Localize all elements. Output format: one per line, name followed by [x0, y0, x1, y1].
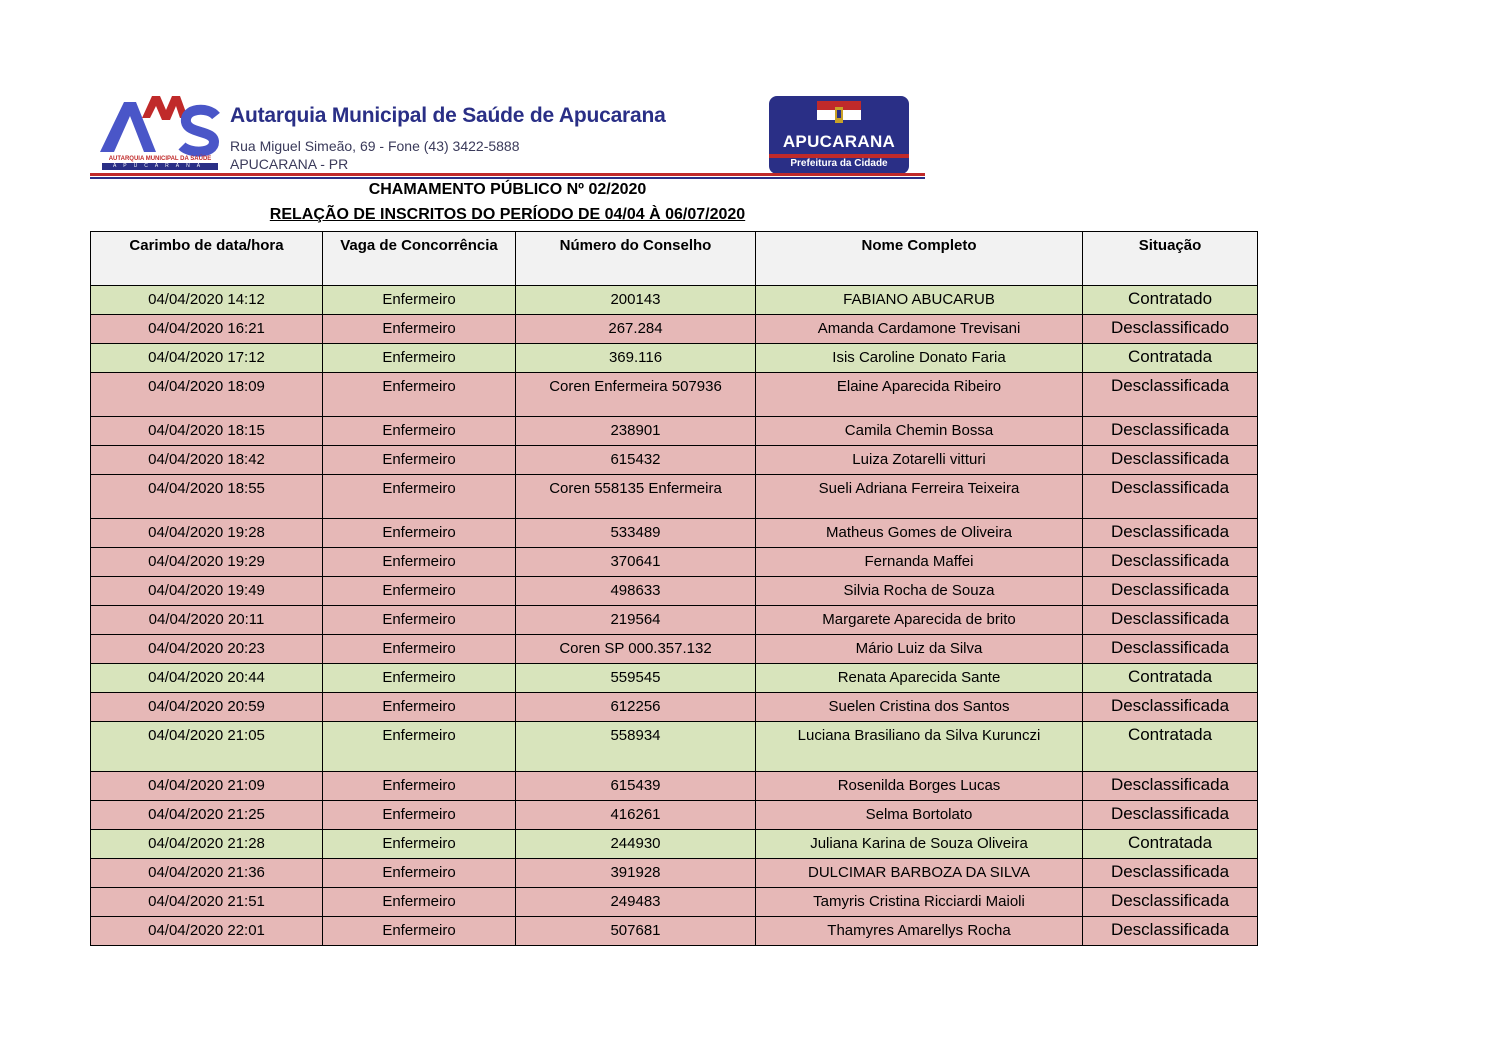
cell-vaga: Enfermeiro [323, 417, 516, 446]
cell-nome: Juliana Karina de Souza Oliveira [756, 830, 1083, 859]
cell-timestamp: 04/04/2020 18:55 [91, 475, 323, 519]
cell-conselho: 416261 [516, 801, 756, 830]
cell-timestamp: 04/04/2020 21:05 [91, 722, 323, 772]
cell-vaga: Enfermeiro [323, 859, 516, 888]
org-address: Rua Miguel Simeão, 69 - Fone (43) 3422-5888 [230, 138, 520, 154]
cell-situacao: Desclassificada [1083, 417, 1258, 446]
table-row [91, 475, 1258, 519]
cell-conselho: 238901 [516, 417, 756, 446]
cell-nome: Sueli Adriana Ferreira Teixeira [756, 475, 1083, 519]
cell-conselho: 200143 [516, 286, 756, 315]
cell-vaga: Enfermeiro [323, 606, 516, 635]
cell-vaga: Enfermeiro [323, 801, 516, 830]
cell-situacao: Desclassificada [1083, 801, 1258, 830]
cell-nome: Renata Aparecida Sante [756, 664, 1083, 693]
cell-nome: Thamyres Amarellys Rocha [756, 917, 1083, 946]
cell-conselho: Coren SP 000.357.132 [516, 635, 756, 664]
table-row [91, 373, 1258, 417]
col-header-timestamp: Carimbo de data/hora [91, 232, 323, 286]
letterhead [90, 92, 925, 184]
city-logo-subtitle: Prefeitura da Cidade [790, 158, 888, 169]
cell-vaga: Enfermeiro [323, 519, 516, 548]
cell-timestamp: 04/04/2020 16:21 [91, 315, 323, 344]
cell-vaga: Enfermeiro [323, 577, 516, 606]
cell-conselho: 370641 [516, 548, 756, 577]
cell-timestamp: 04/04/2020 21:36 [91, 859, 323, 888]
cell-situacao: Desclassificada [1083, 772, 1258, 801]
logo-city: APUCARANA [102, 163, 218, 170]
cell-vaga: Enfermeiro [323, 917, 516, 946]
cell-timestamp: 04/04/2020 18:42 [91, 446, 323, 475]
document-subtitle: RELAÇÃO DE INSCRITOS DO PERÍODO DE 04/04 À 06/07/2020 [269, 206, 746, 223]
table-row [91, 286, 1258, 315]
cell-timestamp: 04/04/2020 19:28 [91, 519, 323, 548]
table-row [91, 577, 1258, 606]
cell-conselho: 219564 [516, 606, 756, 635]
cell-conselho: 244930 [516, 830, 756, 859]
table-row [91, 664, 1258, 693]
cell-timestamp: 04/04/2020 22:01 [91, 917, 323, 946]
table-header-row [91, 232, 1258, 286]
table-row [91, 417, 1258, 446]
cell-vaga: Enfermeiro [323, 635, 516, 664]
col-header-conselho: Número do Conselho [516, 232, 756, 286]
cell-vaga: Enfermeiro [323, 548, 516, 577]
table-row [91, 888, 1258, 917]
cell-vaga: Enfermeiro [323, 772, 516, 801]
cell-conselho: 558934 [516, 722, 756, 772]
cell-vaga: Enfermeiro [323, 286, 516, 315]
cell-conselho: Coren Enfermeira 507936 [516, 373, 756, 417]
table-row [91, 606, 1258, 635]
table-row [91, 917, 1258, 946]
table-row [91, 722, 1258, 772]
cell-conselho: 391928 [516, 859, 756, 888]
cell-conselho: 249483 [516, 888, 756, 917]
col-header-nome: Nome Completo [756, 232, 1083, 286]
cell-nome: FABIANO ABUCARUB [756, 286, 1083, 315]
cell-timestamp: 04/04/2020 21:51 [91, 888, 323, 917]
table-row [91, 446, 1258, 475]
cell-timestamp: 04/04/2020 21:09 [91, 772, 323, 801]
cell-situacao: Contratado [1083, 286, 1258, 315]
cell-timestamp: 04/04/2020 19:29 [91, 548, 323, 577]
cell-nome: Tamyris Cristina Ricciardi Maioli [756, 888, 1083, 917]
cell-nome: Suelen Cristina dos Santos [756, 693, 1083, 722]
cell-conselho: 612256 [516, 693, 756, 722]
table-row [91, 548, 1258, 577]
cell-nome: Luiza Zotarelli vitturi [756, 446, 1083, 475]
cell-timestamp: 04/04/2020 21:28 [91, 830, 323, 859]
cell-vaga: Enfermeiro [323, 344, 516, 373]
title-line-1: CHAMAMENTO PÚBLICO Nº 02/2020 [368, 181, 647, 198]
cell-conselho: 498633 [516, 577, 756, 606]
cell-timestamp: 04/04/2020 20:23 [91, 635, 323, 664]
cell-situacao: Contratada [1083, 664, 1258, 693]
cell-nome: DULCIMAR BARBOZA DA SILVA [756, 859, 1083, 888]
header-rule-blue [90, 177, 925, 179]
cell-situacao: Desclassificada [1083, 606, 1258, 635]
table-row [91, 801, 1258, 830]
cell-conselho: 559545 [516, 664, 756, 693]
city-logo-name: APUCARANA [782, 132, 896, 151]
table-body [91, 286, 1258, 946]
registrants-table [90, 231, 1258, 946]
cell-timestamp: 04/04/2020 17:12 [91, 344, 323, 373]
table-row [91, 315, 1258, 344]
table-row [91, 344, 1258, 373]
cell-vaga: Enfermeiro [323, 446, 516, 475]
cell-vaga: Enfermeiro [323, 888, 516, 917]
table-row [91, 772, 1258, 801]
cell-nome: Selma Bortolato [756, 801, 1083, 830]
cell-vaga: Enfermeiro [323, 315, 516, 344]
cell-conselho: Coren 558135 Enfermeira [516, 475, 756, 519]
org-name: Autarquia Municipal de Saúde de Apucarana [230, 104, 666, 127]
cell-situacao: Desclassificada [1083, 859, 1258, 888]
cell-situacao: Contratada [1083, 722, 1258, 772]
cell-situacao: Desclassificada [1083, 475, 1258, 519]
cell-vaga: Enfermeiro [323, 664, 516, 693]
cell-nome: Fernanda Maffei [756, 548, 1083, 577]
cell-timestamp: 04/04/2020 20:59 [91, 693, 323, 722]
cell-conselho: 507681 [516, 917, 756, 946]
org-city: APUCARANA - PR [230, 156, 349, 172]
cell-situacao: Desclassificada [1083, 693, 1258, 722]
cell-situacao: Desclassificada [1083, 577, 1258, 606]
cell-nome: Rosenilda Borges Lucas [756, 772, 1083, 801]
cell-conselho: 533489 [516, 519, 756, 548]
table-row [91, 859, 1258, 888]
table-row [91, 635, 1258, 664]
col-header-situacao: Situação [1083, 232, 1258, 286]
table-row [91, 519, 1258, 548]
cell-conselho: 267.284 [516, 315, 756, 344]
cell-conselho: 615432 [516, 446, 756, 475]
cell-timestamp: 04/04/2020 14:12 [91, 286, 323, 315]
logo-subtitle: AUTARQUIA MUNICIPAL DA SAÚDE [108, 156, 212, 162]
cell-nome: Margarete Aparecida de brito [756, 606, 1083, 635]
document-title [90, 181, 1256, 199]
city-hall-logo [769, 96, 909, 174]
cell-situacao: Desclassificada [1083, 519, 1258, 548]
city-flag-icon [817, 101, 861, 129]
cell-timestamp: 04/04/2020 20:44 [91, 664, 323, 693]
cell-conselho: 615439 [516, 772, 756, 801]
cell-vaga: Enfermeiro [323, 373, 516, 417]
table-row [91, 693, 1258, 722]
cell-vaga: Enfermeiro [323, 830, 516, 859]
cell-situacao: Desclassificada [1083, 635, 1258, 664]
cell-situacao: Desclassificada [1083, 446, 1258, 475]
cell-nome: Luciana Brasiliano da Silva Kurunczi [756, 722, 1083, 772]
cell-conselho: 369.116 [516, 344, 756, 373]
cell-nome: Matheus Gomes de Oliveira [756, 519, 1083, 548]
cell-vaga: Enfermeiro [323, 475, 516, 519]
cell-nome: Elaine Aparecida Ribeiro [756, 373, 1083, 417]
cell-nome: Amanda Cardamone Trevisani [756, 315, 1083, 344]
header-rule-red [90, 173, 925, 176]
cell-nome: Isis Caroline Donato Faria [756, 344, 1083, 373]
cell-timestamp: 04/04/2020 18:09 [91, 373, 323, 417]
table-row [91, 830, 1258, 859]
cell-situacao: Desclassificado [1083, 315, 1258, 344]
cell-vaga: Enfermeiro [323, 722, 516, 772]
cell-situacao: Contratada [1083, 344, 1258, 373]
cell-vaga: Enfermeiro [323, 693, 516, 722]
cell-timestamp: 04/04/2020 19:49 [91, 577, 323, 606]
cell-timestamp: 04/04/2020 21:25 [91, 801, 323, 830]
cell-nome: Mário Luiz da Silva [756, 635, 1083, 664]
col-header-vaga: Vaga de Concorrência [323, 232, 516, 286]
cell-situacao: Contratada [1083, 830, 1258, 859]
cell-nome: Silvia Rocha de Souza [756, 577, 1083, 606]
cell-situacao: Desclassificada [1083, 548, 1258, 577]
cell-timestamp: 04/04/2020 18:15 [91, 417, 323, 446]
cell-situacao: Desclassificada [1083, 917, 1258, 946]
cell-timestamp: 04/04/2020 20:11 [91, 606, 323, 635]
cell-situacao: Desclassificada [1083, 373, 1258, 417]
cell-situacao: Desclassificada [1083, 888, 1258, 917]
cell-nome: Camila Chemin Bossa [756, 417, 1083, 446]
